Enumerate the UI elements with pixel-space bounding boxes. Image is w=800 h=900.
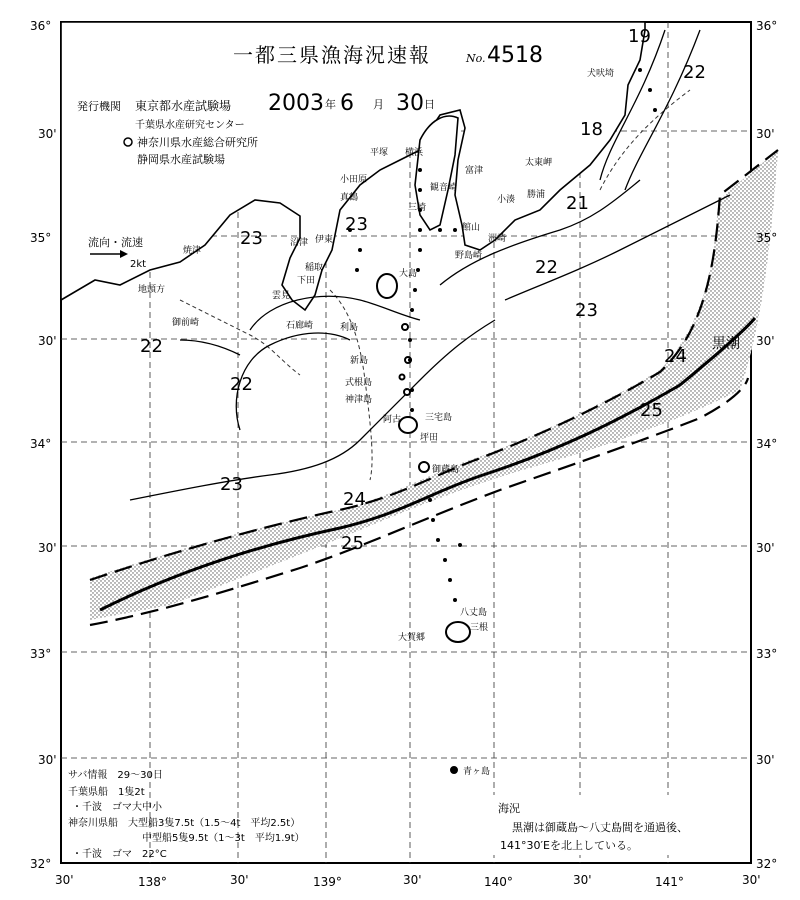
lon-label: 138° — [138, 875, 167, 889]
date-month: 6 — [340, 91, 354, 116]
isotherm-label: 22 — [535, 257, 558, 278]
isotherm-label: 25 — [640, 400, 663, 421]
publisher-chiba: 千葉県水産研究センター — [135, 120, 245, 131]
isotherm-label: 22 — [230, 374, 253, 395]
place-name: 太東岬 — [525, 158, 553, 168]
lat-label-right: 34° — [756, 437, 778, 451]
lon-label: 141° — [655, 875, 684, 889]
place-name: 阿古 — [383, 415, 402, 425]
lat-label-left: 30' — [38, 334, 57, 348]
lat-label-left: 36° — [30, 19, 52, 33]
lat-label-left: 35° — [30, 231, 52, 245]
isotherm-label: 21 — [566, 193, 589, 214]
place-name: 石廊崎 — [286, 321, 314, 331]
isotherm-label: 23 — [575, 300, 598, 321]
isotherm-label: 24 — [343, 489, 366, 510]
lat-label-left: 30' — [38, 127, 57, 141]
place-name: 坪田 — [420, 433, 439, 443]
lat-label-right: 30' — [756, 334, 775, 348]
oshima-island — [377, 274, 397, 298]
place-name: 横浜 — [405, 148, 424, 158]
place-name: 平塚 — [370, 148, 389, 158]
isotherm-label: 25 — [341, 533, 364, 554]
place-name: 神津島 — [345, 395, 373, 405]
saba-line: ・千波 ゴマ 22°C — [72, 849, 167, 860]
isotherm-label: 23 — [220, 474, 243, 495]
flow-legend-speed: 2kt — [130, 259, 147, 270]
place-name: 沼津 — [290, 238, 309, 248]
lat-label-right: 30' — [756, 127, 775, 141]
saba-line: ・千波 ゴマ大中小 — [72, 802, 162, 813]
isotherm-label: 23 — [240, 228, 263, 249]
lat-label-left: 34° — [30, 437, 52, 451]
place-name: 式根島 — [345, 378, 373, 388]
date-day-unit: 日 — [424, 98, 435, 111]
date-year-unit: 年 — [325, 98, 336, 111]
lon-label: 30' — [742, 873, 761, 887]
publisher-kanagawa: 神奈川県水産総合研究所 — [137, 136, 258, 149]
place-name: 勝浦 — [527, 190, 546, 200]
place-name: 新島 — [350, 356, 369, 366]
saba-line: 中型船5隻9.5t（1〜3t 平均1.9t） — [142, 833, 305, 844]
place-name: 三崎 — [408, 203, 427, 213]
lon-label: 30' — [573, 873, 592, 887]
lat-label-left: 30' — [38, 541, 57, 555]
isotherm-label: 22 — [683, 62, 706, 83]
date-year: 2003 — [268, 91, 324, 116]
date-month-unit: 月 — [373, 98, 384, 111]
lat-label-right: 30' — [756, 541, 775, 555]
saba-line: 神奈川県船 大型船3隻7.5t（1.5〜4t 平均2.5t） — [68, 818, 301, 829]
isotherm-label: 23 — [345, 214, 368, 235]
lat-label-right: 36° — [756, 19, 778, 33]
issue-prefix: No. — [466, 52, 486, 65]
place-name: 青ヶ島 — [463, 767, 491, 777]
lat-label-right: 32° — [756, 857, 778, 871]
place-name: 焼津 — [183, 246, 202, 256]
isotherm-label: 24 — [664, 346, 687, 367]
isotherm-label: 18 — [580, 119, 603, 140]
kaikyo-title: 海況 — [498, 802, 520, 815]
place-name: 雲見 — [272, 291, 291, 301]
lat-label-left: 30' — [38, 753, 57, 767]
publisher-label: 発行機関 — [77, 100, 121, 113]
kaikyo-line: 141°30′Eを北上している。 — [500, 839, 638, 852]
place-name: 地頭方 — [138, 285, 166, 295]
lon-label: 30' — [55, 873, 74, 887]
aogashima-island — [451, 767, 457, 773]
date-day: 30 — [396, 91, 424, 116]
place-name: 小田原 — [340, 175, 368, 185]
place-name: 小湊 — [497, 195, 516, 205]
place-name: 大賀郷 — [398, 633, 426, 643]
lat-label-left: 32° — [30, 857, 52, 871]
saba-info — [68, 768, 305, 860]
saba-title: サバ情報 29〜30日 — [68, 770, 163, 781]
place-name: 御前崎 — [172, 318, 200, 328]
longitude-labels — [55, 873, 761, 889]
place-name: 真鶴 — [340, 193, 359, 203]
place-name: 下田 — [297, 276, 316, 286]
place-name: 大島 — [399, 269, 418, 279]
place-name: 洲崎 — [488, 234, 507, 244]
lon-label: 139° — [313, 875, 342, 889]
lon-label: 30' — [403, 873, 422, 887]
place-name: 利島 — [340, 323, 359, 333]
lon-label: 30' — [230, 873, 249, 887]
place-name: 八丈島 — [460, 608, 488, 618]
lat-label-left: 33° — [30, 647, 52, 661]
hachijojima-island — [446, 622, 470, 642]
place-name: 三宅島 — [425, 413, 453, 423]
isotherm-label: 22 — [140, 336, 163, 357]
kaikyo-line: 黒潮は御蔵島〜八丈島間を通過後、 — [512, 821, 688, 834]
kuroshio-label: 黒潮 — [712, 336, 740, 352]
miyakejima-island — [399, 417, 417, 433]
map-title: 一都三県漁海況速報 — [233, 43, 431, 67]
lat-label-right: 35° — [756, 231, 778, 245]
mikurajima-island — [419, 462, 429, 472]
issue-number: 4518 — [487, 43, 543, 68]
place-name: 富津 — [465, 166, 484, 176]
place-name: 伊東 — [315, 235, 334, 245]
place-name: 野島崎 — [455, 251, 483, 261]
place-name: 犬吠埼 — [587, 69, 615, 79]
place-name: 御蔵島 — [432, 465, 460, 475]
place-name: 三根 — [470, 623, 489, 633]
place-name: 館山 — [462, 223, 481, 233]
islands — [377, 274, 470, 773]
place-name: 稲取 — [305, 263, 324, 273]
lon-label: 140° — [484, 875, 513, 889]
lat-label-right: 33° — [756, 647, 778, 661]
publisher-shizuoka: 静岡県水産試験場 — [137, 153, 225, 166]
isotherm-label: 19 — [628, 26, 651, 47]
saba-line: 千葉県船 1隻2t — [68, 787, 145, 798]
flow-legend-label: 流向・流速 — [88, 236, 143, 249]
publisher-tokyo: 東京都水産試験場 — [135, 99, 232, 113]
lat-label-right: 30' — [756, 753, 775, 767]
place-name: 観音崎 — [430, 183, 458, 193]
